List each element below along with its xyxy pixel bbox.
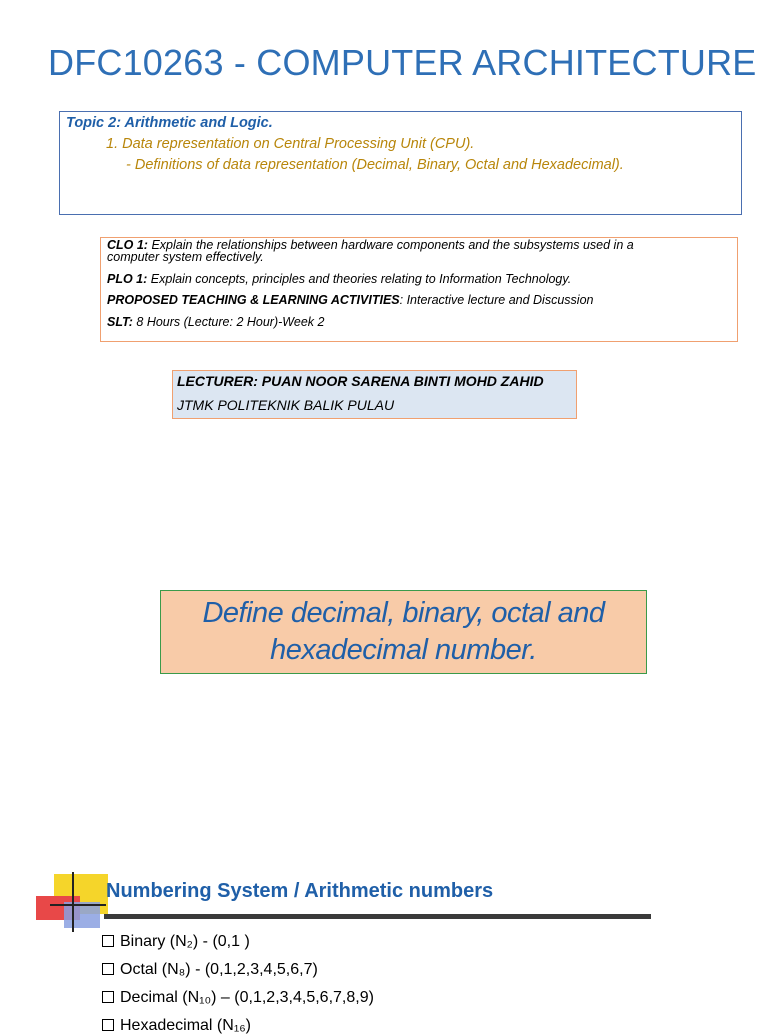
checkbox-bullet-icon (102, 991, 114, 1003)
activities-label: PROPOSED TEACHING & LEARNING ACTIVITIES (107, 293, 400, 307)
list-item-text: Octal (N₈) - (0,1,2,3,4,5,6,7) (120, 961, 318, 978)
list-item (102, 932, 250, 952)
clo-label: CLO 1: (107, 238, 148, 252)
clo-row-continued (107, 251, 731, 263)
decorative-squares-icon (36, 872, 108, 932)
list-item-text: Binary (N₂) - (0,1 ) (120, 933, 250, 950)
section-heading: Numbering System / Arithmetic numbers (106, 880, 494, 902)
page-title: DFC10263 - COMPUTER ARCHITECTURE (48, 42, 757, 83)
list-item (102, 960, 318, 980)
topic-box (59, 111, 742, 215)
plo-text: Explain concepts, principles and theories relating to Information Technology. (150, 272, 572, 286)
define-prompt-line1: Define decimal, binary, octal and (202, 597, 605, 629)
define-prompt-line2: hexadecimal number. (270, 634, 537, 666)
plo-row (107, 273, 731, 285)
slt-row (107, 316, 731, 328)
lecturer-box (172, 370, 577, 419)
topic-definition: - Definitions of data representation (Decimal, Binary, Octal and Hexadecimal). (126, 157, 624, 173)
checkbox-bullet-icon (102, 935, 114, 947)
clo-text: Explain the relationships between hardware components and the subsystems used in a (151, 238, 634, 252)
list-item-text: Hexadecimal (N₁₆) (120, 1017, 251, 1034)
list-item (102, 988, 374, 1008)
checkbox-bullet-icon (102, 1019, 114, 1031)
activities-row (107, 294, 731, 306)
activities-text: : Interactive lecture and Discussion (399, 293, 594, 307)
lecturer-name: LECTURER: PUAN NOOR SARENA BINTI MOHD ZAHID (177, 373, 544, 389)
section-divider (104, 914, 651, 919)
plo-label: PLO 1: (107, 272, 148, 286)
clo-text-continued: computer system effectively. (107, 250, 264, 264)
topic-heading: Topic 2: Arithmetic and Logic. (66, 115, 273, 131)
slt-label: SLT: (107, 315, 133, 329)
topic-subtopic: 1. Data representation on Central Processing Unit (CPU). (106, 136, 475, 152)
lecturer-organization: JTMK POLITEKNIK BALIK PULAU (177, 397, 395, 413)
define-prompt-box (160, 590, 647, 674)
learning-outcomes-box (100, 237, 738, 342)
list-item-text: Decimal (N₁₀) – (0,1,2,3,4,5,6,7,8,9) (120, 989, 374, 1006)
slt-text: 8 Hours (Lecture: 2 Hour)-Week 2 (136, 315, 325, 329)
checkbox-bullet-icon (102, 963, 114, 975)
list-item (102, 1016, 251, 1036)
